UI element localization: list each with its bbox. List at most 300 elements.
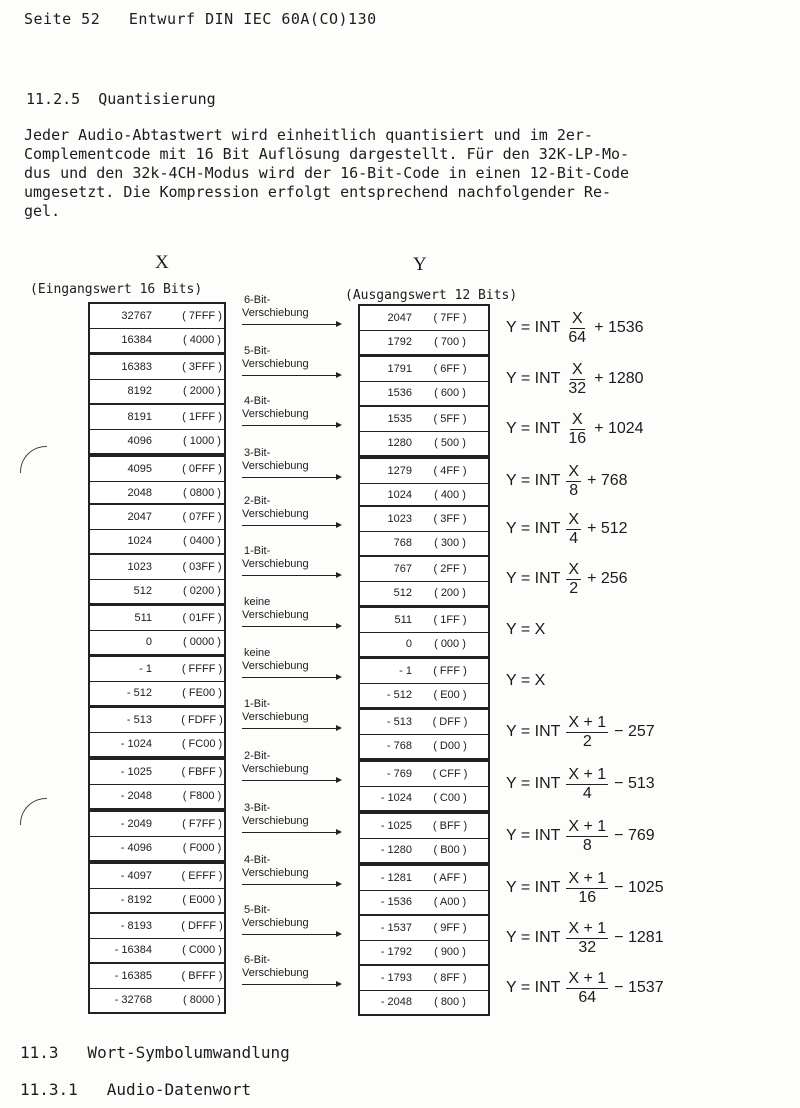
y-lower-value: 1536: [387, 387, 412, 399]
x-upper-line: [90, 914, 224, 939]
y-lower-hex: ( 500 ): [434, 437, 466, 449]
formula-fraction: [566, 511, 581, 548]
formula-lead: Y = X: [506, 621, 546, 638]
x-upper-hex: ( BFFF ): [181, 970, 223, 982]
x-lower-value: - 512: [126, 687, 152, 699]
formula-offset: + 256: [587, 570, 628, 587]
y-column-sublabel: (Ausgangswert 12 Bits): [345, 288, 518, 303]
x-upper-line: [90, 555, 224, 580]
formula-lead: Y = INT: [506, 570, 561, 587]
y-value-box: [358, 555, 490, 607]
formula-offset: + 1024: [594, 420, 644, 437]
shift-word: Verschiebung: [242, 558, 309, 570]
arrow-icon: [242, 984, 340, 985]
y-lower-hex: ( 600 ): [434, 387, 466, 399]
section-heading-11-3: 11.3 Wort-Symbolumwandlung: [20, 1043, 290, 1062]
y-lower-line: [360, 330, 488, 354]
paragraph-line: dus und den 32k-4CH-Modus wird der 16-Bit-Code in einen 12-Bit-Code: [24, 164, 630, 182]
x-upper-value: - 1025: [120, 766, 152, 778]
arrow-icon: [242, 375, 340, 376]
x-upper-line: [90, 657, 224, 682]
formula-lead: Y = INT: [506, 775, 561, 792]
conversion-formula: [506, 814, 655, 858]
shift-amount: 6-Bit-: [244, 954, 271, 966]
shift-label: [242, 854, 346, 894]
y-value-box: [358, 457, 490, 509]
formula-fraction: [566, 463, 581, 500]
formula-offset: − 1025: [614, 879, 664, 896]
x-upper-value: 32767: [121, 310, 152, 322]
x-lower-hex: ( 0800 ): [183, 487, 221, 499]
x-upper-line: [90, 505, 224, 530]
y-lower-line: [360, 990, 488, 1014]
conversion-formula: [506, 710, 655, 754]
shift-word: Verschiebung: [242, 815, 309, 827]
y-lower-line: [360, 431, 488, 455]
y-lower-line: [360, 632, 488, 656]
shift-amount: 5-Bit-: [244, 345, 271, 357]
y-upper-line: [360, 710, 488, 735]
conversion-formula: [506, 866, 664, 910]
arrow-icon: [242, 525, 340, 526]
formula-fraction: [566, 920, 608, 957]
section-heading-11-3-1: 11.3.1 Audio-Datenwort: [20, 1080, 252, 1099]
x-upper-line: [90, 864, 224, 889]
y-upper-hex: ( CFF ): [432, 768, 468, 780]
y-upper-hex: ( AFF ): [433, 872, 467, 884]
y-upper-line: [360, 659, 488, 684]
x-lower-hex: ( 8000 ): [183, 994, 221, 1006]
shift-word: Verschiebung: [242, 508, 309, 520]
fraction-numerator: X: [571, 410, 583, 428]
x-lower-line: [90, 784, 224, 808]
y-lower-hex: ( 000 ): [434, 638, 466, 650]
shift-label: [242, 802, 346, 842]
arrow-icon: [242, 626, 340, 627]
fraction-denominator: 32: [568, 379, 587, 397]
x-upper-value: - 2049: [120, 818, 152, 830]
shift-word: Verschiebung: [242, 307, 309, 319]
formula-offset: − 769: [614, 827, 655, 844]
fraction-numerator: X + 1: [568, 969, 607, 987]
y-lower-line: [360, 381, 488, 405]
x-lower-hex: ( FE00 ): [182, 687, 222, 699]
x-lower-line: [90, 681, 224, 705]
fraction-denominator: 2: [582, 732, 592, 750]
arrow-icon: [242, 677, 340, 678]
shift-label: [242, 545, 346, 585]
shift-label: [242, 698, 346, 738]
fraction-denominator: 8: [582, 836, 592, 854]
x-upper-hex: ( 01FF ): [182, 612, 222, 624]
x-lower-value: - 16384: [114, 944, 152, 956]
shift-word: Verschiebung: [242, 867, 309, 879]
section-number: 11.2.5: [26, 90, 81, 108]
formula-lead: Y = INT: [506, 420, 561, 437]
x-upper-line: [90, 457, 224, 482]
y-value-box: [358, 304, 490, 356]
section-title: Quantisierung: [98, 90, 216, 108]
y-lower-hex: ( A00 ): [433, 896, 467, 908]
x-column-sublabel: (Eingangswert 16 Bits): [30, 282, 203, 297]
formula-offset: + 512: [587, 520, 628, 537]
formula-fraction: [566, 766, 608, 803]
shift-label: [242, 750, 346, 790]
formula-lead: Y = INT: [506, 827, 561, 844]
page-number: Seite 52: [24, 10, 101, 28]
formula-offset: − 1537: [614, 979, 664, 996]
x-value-box: [88, 604, 226, 656]
paragraph-line: umgesetzt. Die Kompression erfolgt entsprechend nachfolgender Re-: [24, 183, 611, 201]
x-lower-value: 512: [133, 585, 152, 597]
formula-fraction: [566, 870, 608, 907]
y-upper-hex: ( 1FF ): [433, 614, 467, 626]
x-upper-hex: ( FFFF ): [181, 663, 223, 675]
y-lower-hex: ( 300 ): [434, 537, 466, 549]
y-upper-value: - 1281: [380, 872, 412, 884]
y-lower-value: - 1024: [380, 792, 412, 804]
x-upper-value: - 8193: [120, 920, 152, 932]
x-upper-value: 1023: [127, 561, 152, 573]
x-upper-value: 4095: [127, 463, 152, 475]
formula-lead: Y = INT: [506, 520, 561, 537]
y-upper-value: 1791: [387, 363, 412, 375]
fraction-numerator: X + 1: [568, 869, 607, 887]
fraction-denominator: 64: [568, 328, 587, 346]
formula-lead: Y = INT: [506, 979, 561, 996]
shift-word: Verschiebung: [242, 967, 309, 979]
formula-lead: Y = INT: [506, 929, 561, 946]
y-upper-hex: ( 8FF ): [433, 972, 467, 984]
x-upper-line: [90, 708, 224, 733]
fraction-denominator: 16: [578, 888, 597, 906]
y-lower-line: [360, 890, 488, 914]
shift-amount: 4-Bit-: [244, 854, 271, 866]
y-upper-value: 2047: [387, 312, 412, 324]
x-upper-line: [90, 355, 224, 380]
y-upper-value: - 769: [386, 768, 412, 780]
y-lower-value: - 1280: [380, 844, 412, 856]
shift-label: [242, 495, 346, 535]
fraction-numerator: X: [568, 560, 580, 578]
y-column-heading: Y: [413, 254, 427, 275]
x-lower-value: - 32768: [114, 994, 152, 1006]
y-lower-value: 1024: [387, 489, 412, 501]
formula-fraction: [566, 970, 608, 1007]
fraction-numerator: X + 1: [568, 817, 607, 835]
y-lower-hex: ( 200 ): [434, 587, 466, 599]
x-value-box: [88, 302, 226, 354]
shift-word: Verschiebung: [242, 711, 309, 723]
fraction-numerator: X: [571, 360, 583, 378]
x-lower-line: [90, 938, 224, 962]
x-lower-value: - 1024: [120, 738, 152, 750]
x-value-box: [88, 655, 226, 707]
y-lower-value: 0: [405, 638, 412, 650]
y-upper-value: - 1537: [380, 922, 412, 934]
x-lower-line: [90, 579, 224, 603]
shift-word: Verschiebung: [242, 358, 309, 370]
x-lower-line: [90, 529, 224, 553]
fraction-denominator: 32: [578, 938, 597, 956]
x-value-box: [88, 862, 226, 914]
y-lower-line: [360, 531, 488, 555]
y-value-box: [358, 812, 490, 864]
formula-offset: + 1280: [594, 370, 644, 387]
x-lower-value: - 2048: [120, 790, 152, 802]
x-column-heading: X: [155, 252, 169, 273]
x-upper-value: 16383: [121, 361, 152, 373]
shift-word: Verschiebung: [242, 460, 309, 472]
x-value-box: [88, 706, 226, 758]
shift-label: [242, 596, 346, 636]
x-upper-value: - 1: [139, 663, 152, 675]
y-lower-line: [360, 581, 488, 605]
fraction-denominator: 16: [568, 429, 587, 447]
y-lower-hex: ( B00 ): [433, 844, 467, 856]
formula-fraction: [566, 361, 588, 398]
shift-label: [242, 904, 346, 944]
shift-amount: 5-Bit-: [244, 904, 271, 916]
x-upper-value: 8191: [127, 411, 152, 423]
y-value-box: [358, 405, 490, 457]
y-upper-line: [360, 357, 488, 382]
conversion-formula: [506, 459, 628, 503]
x-upper-value: - 16385: [114, 970, 152, 982]
y-upper-value: 1279: [387, 465, 412, 477]
x-lower-value: - 4096: [120, 842, 152, 854]
y-lower-value: 512: [393, 587, 412, 599]
y-lower-value: 1280: [387, 437, 412, 449]
x-upper-hex: ( FDFF ): [181, 714, 223, 726]
shift-amount: 2-Bit-: [244, 750, 271, 762]
y-upper-line: [360, 762, 488, 787]
y-lower-hex: ( 900 ): [434, 946, 466, 958]
shift-label: [242, 294, 346, 334]
formula-offset: − 513: [614, 775, 655, 792]
punch-hole-mark: [20, 446, 47, 473]
y-upper-value: 1535: [387, 413, 412, 425]
y-upper-line: [360, 459, 488, 484]
conversion-formula: [506, 762, 655, 806]
shift-amount: 2-Bit-: [244, 495, 271, 507]
x-value-box: [88, 353, 226, 405]
x-upper-line: [90, 606, 224, 631]
shift-amount: 1-Bit-: [244, 698, 271, 710]
x-lower-line: [90, 481, 224, 505]
conversion-formula: [506, 557, 628, 601]
formula-lead: Y = INT: [506, 319, 561, 336]
y-upper-hex: ( 5FF ): [433, 413, 467, 425]
y-value-box: [358, 657, 490, 709]
x-value-box: [88, 455, 226, 507]
punch-hole-mark: [20, 798, 47, 825]
formula-fraction: [566, 561, 581, 598]
y-value-box: [358, 355, 490, 407]
x-lower-value: - 8192: [120, 894, 152, 906]
arrow-icon: [242, 477, 340, 478]
shift-label: [242, 345, 346, 385]
y-upper-line: [360, 608, 488, 633]
y-upper-hex: ( BFF ): [432, 820, 468, 832]
x-upper-value: - 4097: [120, 870, 152, 882]
conversion-formula: [506, 507, 628, 551]
x-lower-value: 0: [145, 636, 152, 648]
y-upper-value: - 1: [399, 665, 412, 677]
x-value-box: [88, 810, 226, 862]
y-lower-value: - 512: [386, 689, 412, 701]
y-lower-hex: ( C00 ): [433, 792, 467, 804]
x-lower-hex: ( FC00 ): [181, 738, 223, 750]
x-lower-hex: ( 4000 ): [183, 334, 221, 346]
conversion-formula: [506, 306, 644, 350]
y-lower-line: [360, 838, 488, 862]
x-lower-line: [90, 988, 224, 1012]
x-upper-line: [90, 760, 224, 785]
shift-amount: keine: [244, 647, 271, 659]
y-upper-hex: ( 3FF ): [433, 513, 467, 525]
fraction-numerator: X + 1: [568, 765, 607, 783]
y-lower-line: [360, 734, 488, 758]
fraction-numerator: X + 1: [568, 919, 607, 937]
x-lower-hex: ( E000 ): [182, 894, 222, 906]
paragraph-line: Complementcode mit 16 Bit Auflösung dargestellt. Für den 32K-LP-Mo-: [24, 145, 630, 163]
x-upper-hex: ( 07FF ): [182, 511, 222, 523]
shift-word: Verschiebung: [242, 763, 309, 775]
x-value-box: [88, 403, 226, 455]
y-upper-line: [360, 407, 488, 432]
arrow-icon: [242, 780, 340, 781]
y-value-box: [358, 606, 490, 658]
x-upper-hex: ( 03FF ): [182, 561, 222, 573]
arrow-icon: [242, 728, 340, 729]
y-lower-hex: ( 800 ): [434, 996, 466, 1008]
shift-amount: 6-Bit-: [244, 294, 271, 306]
formula-lead: Y = INT: [506, 370, 561, 387]
y-value-box: [358, 914, 490, 966]
y-upper-line: [360, 557, 488, 582]
y-upper-hex: ( 9FF ): [433, 922, 467, 934]
y-upper-value: 511: [394, 614, 412, 626]
x-lower-line: [90, 379, 224, 403]
x-lower-hex: ( 1000 ): [183, 435, 221, 447]
fraction-numerator: X: [568, 510, 580, 528]
shift-word: Verschiebung: [242, 660, 309, 672]
formula-lead: Y = INT: [506, 879, 561, 896]
y-upper-line: [360, 814, 488, 839]
x-lower-hex: ( 0200 ): [183, 585, 221, 597]
fraction-numerator: X: [568, 462, 580, 480]
y-lower-value: 768: [393, 537, 412, 549]
y-upper-hex: ( 2FF ): [433, 563, 467, 575]
y-value-box: [358, 864, 490, 916]
x-upper-line: [90, 304, 224, 329]
y-upper-line: [360, 306, 488, 331]
x-upper-hex: ( F7FF ): [182, 818, 222, 830]
y-lower-line: [360, 483, 488, 507]
arrow-icon: [242, 934, 340, 935]
x-upper-value: 2047: [127, 511, 152, 523]
x-value-box: [88, 553, 226, 605]
x-lower-hex: ( F800 ): [182, 790, 222, 802]
y-value-box: [358, 964, 490, 1016]
y-lower-value: - 1792: [380, 946, 412, 958]
formula-offset: + 768: [587, 472, 628, 489]
x-value-box: [88, 758, 226, 810]
formula-fraction: [566, 310, 588, 347]
x-lower-value: 8192: [127, 385, 152, 397]
y-lower-line: [360, 786, 488, 810]
x-lower-line: [90, 630, 224, 654]
x-upper-hex: ( DFFF ): [181, 920, 223, 932]
fraction-denominator: 64: [578, 988, 597, 1006]
x-value-box: [88, 912, 226, 964]
fraction-denominator: 2: [569, 579, 579, 597]
shift-label: [242, 647, 346, 687]
paragraph-line: Jeder Audio-Abtastwert wird einheitlich quantisiert und im 2er-: [24, 126, 593, 144]
y-upper-hex: ( FFF ): [433, 665, 467, 677]
formula-offset: − 1281: [614, 929, 664, 946]
conversion-formula: [506, 407, 644, 451]
shift-label: [242, 395, 346, 435]
x-lower-hex: ( 0000 ): [183, 636, 221, 648]
shift-amount: 3-Bit-: [244, 447, 271, 459]
x-lower-line: [90, 328, 224, 352]
y-upper-hex: ( 4FF ): [433, 465, 467, 477]
x-value-box: [88, 962, 226, 1014]
x-lower-line: [90, 836, 224, 860]
x-upper-hex: ( 1FFF ): [182, 411, 222, 423]
y-upper-line: [360, 916, 488, 941]
formula-offset: − 257: [614, 723, 655, 740]
x-upper-hex: ( 7FFF ): [182, 310, 222, 322]
formula-lead: Y = X: [506, 672, 546, 689]
x-upper-line: [90, 405, 224, 430]
y-lower-value: - 2048: [380, 996, 412, 1008]
y-upper-line: [360, 507, 488, 532]
x-value-box: [88, 503, 226, 555]
y-upper-hex: ( 7FF ): [433, 312, 467, 324]
conversion-formula: [506, 966, 664, 1010]
page-header: [24, 10, 377, 28]
x-upper-value: 511: [134, 612, 152, 624]
fraction-denominator: 8: [569, 481, 579, 499]
y-lower-line: [360, 683, 488, 707]
arrow-icon: [242, 884, 340, 885]
y-lower-hex: ( E00 ): [433, 689, 467, 701]
y-value-box: [358, 760, 490, 812]
y-value-box: [358, 505, 490, 557]
body-paragraph: [24, 126, 794, 221]
shift-word: Verschiebung: [242, 408, 309, 420]
x-upper-hex: ( FBFF ): [181, 766, 223, 778]
x-lower-value: 4096: [127, 435, 152, 447]
section-heading: [26, 90, 216, 108]
y-upper-value: 1023: [387, 513, 412, 525]
x-lower-hex: ( C000 ): [182, 944, 222, 956]
formula-offset: + 1536: [594, 319, 644, 336]
x-lower-hex: ( 0400 ): [183, 535, 221, 547]
shift-amount: 4-Bit-: [244, 395, 271, 407]
shift-amount: 1-Bit-: [244, 545, 271, 557]
y-upper-hex: ( 6FF ): [433, 363, 467, 375]
formula-fraction: [566, 714, 608, 751]
paragraph-line: gel.: [24, 202, 61, 220]
x-upper-hex: ( EFFF ): [181, 870, 223, 882]
y-lower-value: 1792: [387, 336, 412, 348]
conversion-formula: [506, 608, 545, 652]
y-upper-value: - 1793: [380, 972, 412, 984]
